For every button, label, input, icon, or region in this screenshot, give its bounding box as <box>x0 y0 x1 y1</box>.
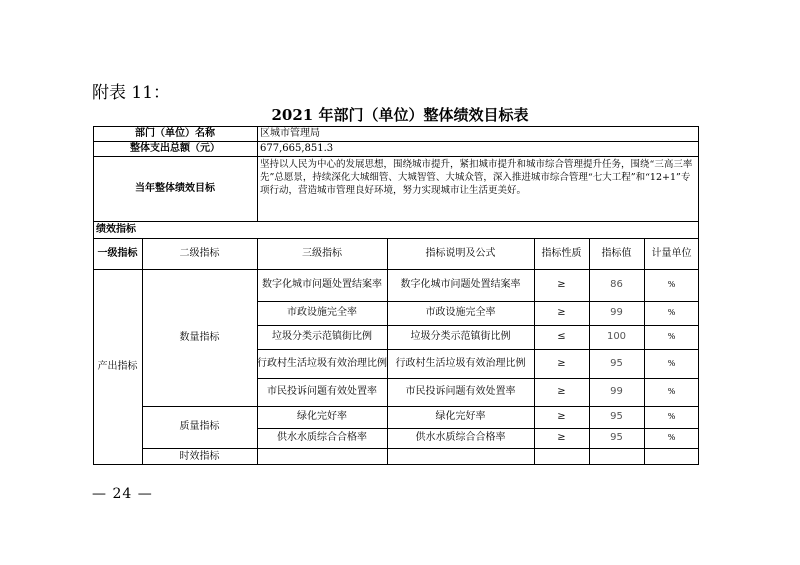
table-row-nature: ≤ <box>557 331 566 342</box>
table-row-unit: % <box>667 412 676 421</box>
table-row-level3: 市民投诉问题有效处置率 <box>267 386 377 397</box>
table-row-level3: 供水水质综合合格率 <box>277 432 367 443</box>
table-row-value: 95 <box>610 357 623 369</box>
col-header-level1: 一级指标 <box>97 247 138 259</box>
col-header-desc: 指标说明及公式 <box>425 247 496 259</box>
table-row-level3: 垃圾分类示范镇街比例 <box>272 331 372 342</box>
table-row-desc: 绿化完好率 <box>435 411 486 422</box>
table-row-level3: 市政设施完全率 <box>287 307 357 318</box>
table-title: 2021 年部门（单位）整体绩效目标表 <box>271 106 529 124</box>
appendix-label: 附表 11： <box>92 83 171 103</box>
table-row-unit: % <box>667 387 676 396</box>
level2-quality: 质量指标 <box>179 421 220 432</box>
section-label: 绩效指标 <box>96 223 136 235</box>
table-row-nature: ≥ <box>557 307 566 318</box>
table-row-level3: 绿化完好率 <box>297 411 347 422</box>
table-row-unit: % <box>667 332 676 341</box>
table-row-value: 99 <box>610 386 623 397</box>
table-row-level3: 数字化城市问题处置结案率 <box>262 279 382 290</box>
table-row-desc: 数字化城市问题处置结案率 <box>400 279 521 290</box>
table-row-level3: 行政村生活垃圾有效治理比例 <box>257 357 387 369</box>
annual-goal-label: 当年整体绩效目标 <box>135 182 215 194</box>
col-header-nature: 指标性质 <box>541 247 582 259</box>
dept-name-label: 部门（单位）名称 <box>135 127 215 139</box>
table-row-nature: ≥ <box>557 411 566 422</box>
performance-table <box>93 126 699 465</box>
col-header-value: 指标值 <box>601 247 632 259</box>
level2-quantity: 数量指标 <box>179 331 220 343</box>
table-row-nature: ≥ <box>557 432 566 443</box>
table-row-value: 99 <box>610 307 623 318</box>
table-row-nature: ≥ <box>557 279 566 290</box>
page-number: — 24 — <box>92 486 153 502</box>
table-row-desc: 垃圾分类示范镇街比例 <box>410 331 511 342</box>
col-header-level2: 二级指标 <box>179 247 220 259</box>
table-row-value: 95 <box>610 432 623 443</box>
total-expense-label: 整体支出总额（元） <box>130 142 220 154</box>
table-row-desc: 市民投诉问题有效处置率 <box>405 386 516 397</box>
col-header-level3: 三级指标 <box>302 247 342 259</box>
annual-goal-text: 坚持以人民为中心的发展思想，围绕城市提升，紧扣城市提升和城市综合管理提升任务，围绕“三高三率先”总愿景，持续深化大城细管、大城智管、大城众管，深入推进城市综合管理“七大工程”和“12+1”专项行动，营造城市管理良好环境，努力实现城市让生活更美好。 <box>260 159 693 196</box>
level2-timeliness: 时效指标 <box>179 450 220 462</box>
dept-name-value: 区城市管理局 <box>260 127 320 139</box>
total-expense-value: 677,665,851.3 <box>260 142 334 154</box>
table-row-unit: % <box>667 308 676 317</box>
table-row-value: 95 <box>610 411 623 422</box>
table-row-unit: % <box>667 433 676 442</box>
table-row-unit: % <box>667 358 676 368</box>
table-row-value: 86 <box>610 279 623 290</box>
level1-output-indicator: 产出指标 <box>97 361 138 372</box>
table-row-nature: ≥ <box>557 386 566 397</box>
table-row-value: 100 <box>606 331 627 342</box>
table-row-desc: 市政设施完全率 <box>425 307 496 318</box>
col-header-unit: 计量单位 <box>651 247 692 259</box>
table-row-desc: 供水水质综合合格率 <box>415 432 506 443</box>
table-row-desc: 行政村生活垃圾有效治理比例 <box>395 357 526 369</box>
table-row-unit: % <box>667 280 676 289</box>
table-row-nature: ≥ <box>557 357 566 369</box>
